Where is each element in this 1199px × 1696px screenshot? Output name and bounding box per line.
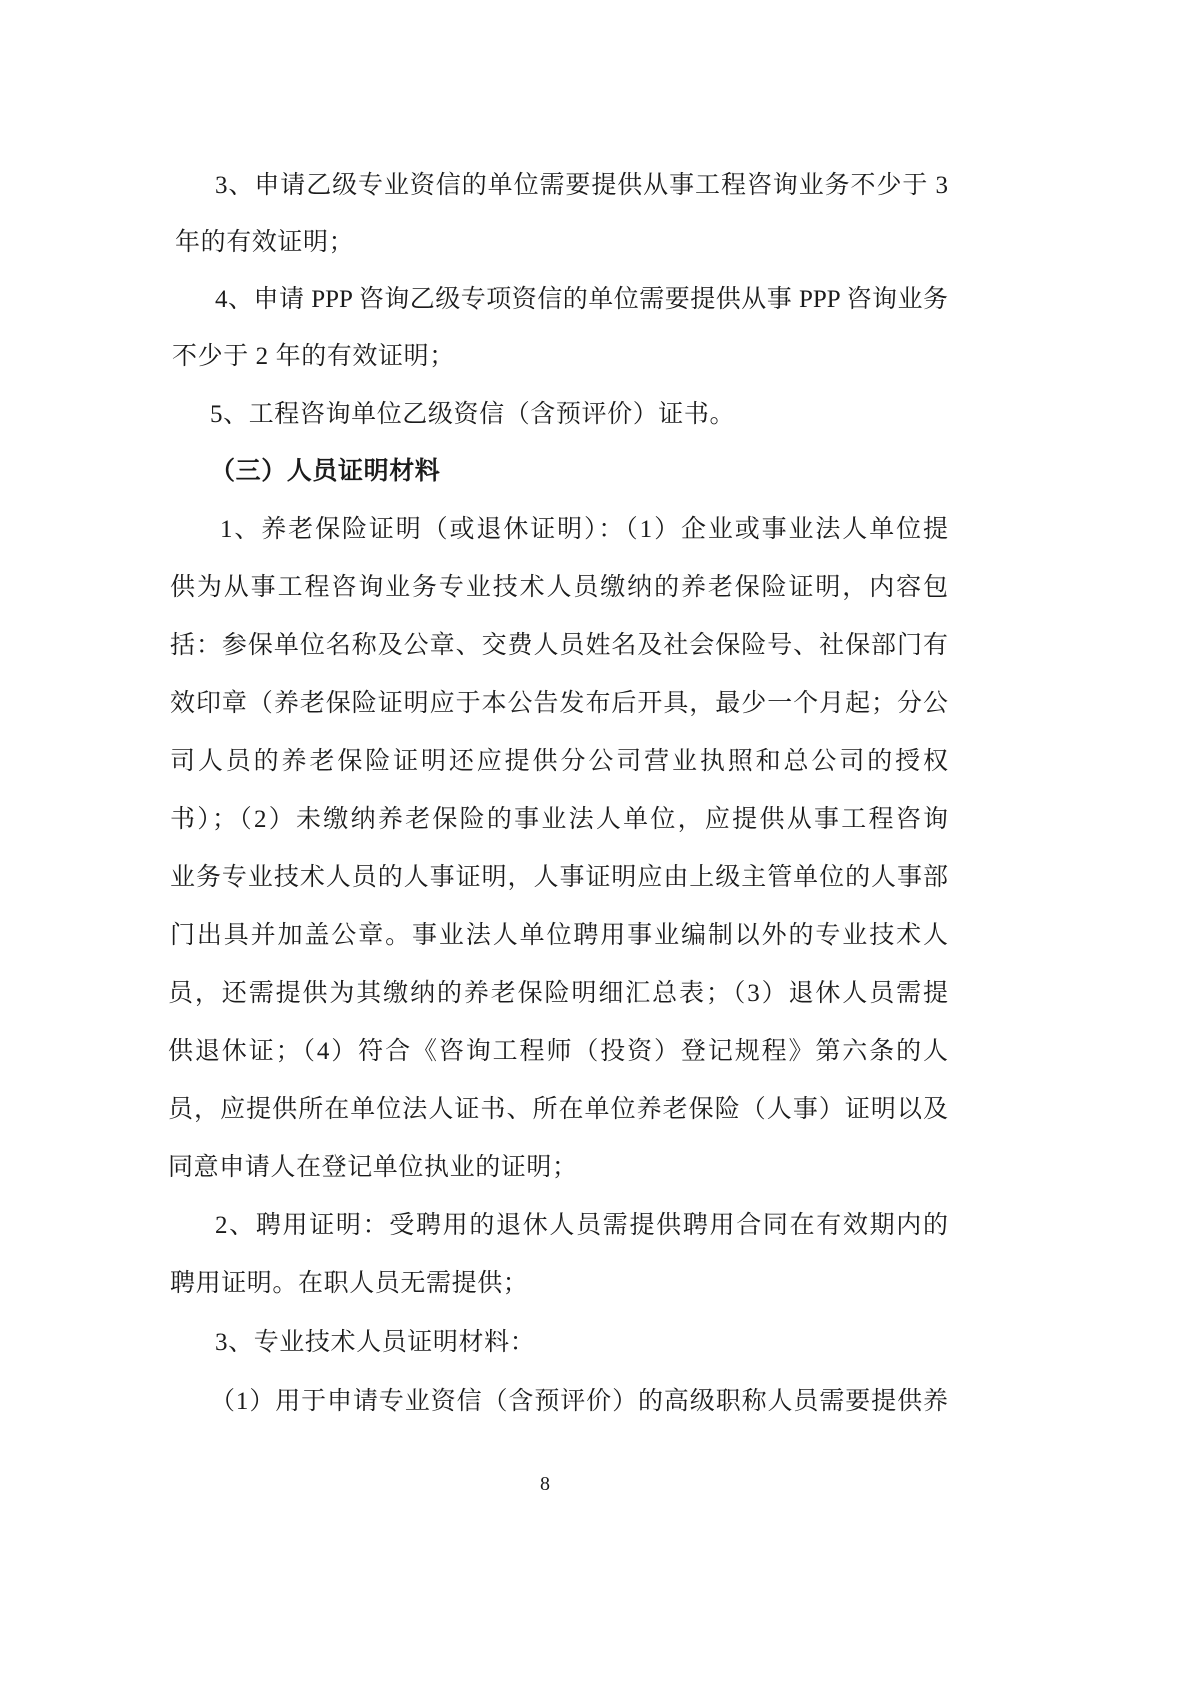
- text-line: 括：参保单位名称及公章、交费人员姓名及社会保险号、社保部门有: [170, 632, 948, 659]
- text-line: 业务专业技术人员的人事证明，人事证明应由上级主管单位的人事部: [170, 864, 948, 891]
- text-line: 供为从事工程咨询业务专业技术人员缴纳的养老保险证明，内容包: [170, 574, 948, 601]
- text-line: 同意申请人在登记单位执业的证明；: [168, 1154, 578, 1181]
- text-line: 聘用证明。在职人员无需提供；: [170, 1270, 529, 1297]
- text-line: 4、申请 PPP 咨询乙级专项资信的单位需要提供从事 PPP 咨询业务: [215, 286, 948, 313]
- text-line: 不少于 2 年的有效证明；: [172, 343, 455, 370]
- text-line: 门出具并加盖公章。事业法人单位聘用事业编制以外的专业技术人: [170, 922, 948, 949]
- text-line: 3、申请乙级专业资信的单位需要提供从事工程咨询业务不少于 3: [215, 172, 948, 199]
- text-line: 2、聘用证明：受聘用的退休人员需提供聘用合同在有效期内的: [215, 1212, 948, 1239]
- text-line: 司人员的养老保险证明还应提供分公司营业执照和总公司的授权: [170, 748, 948, 775]
- text-line: 供退休证；（4）符合《咨询工程师（投资）登记规程》第六条的人: [168, 1038, 948, 1065]
- text-line: （1）用于申请专业资信（含预评价）的高级职称人员需要提供养: [210, 1388, 948, 1415]
- text-line: 效印章（养老保险证明应于本公告发布后开具，最少一个月起；分公: [170, 690, 948, 717]
- text-line: 书）；（2）未缴纳养老保险的事业法人单位，应提供从事工程咨询: [170, 806, 948, 833]
- section-heading: （三）人员证明材料: [210, 458, 441, 485]
- text-line: 3、专业技术人员证明材料：: [215, 1329, 536, 1356]
- text-line: 5、工程咨询单位乙级资信（含预评价）证书。: [210, 401, 736, 428]
- text-line: 年的有效证明；: [175, 229, 355, 256]
- text-line: 员，还需提供为其缴纳的养老保险明细汇总表；（3）退休人员需提: [168, 980, 948, 1007]
- text-line: 1、养老保险证明（或退休证明）：（1）企业或事业法人单位提: [220, 516, 948, 543]
- text-line: 员，应提供所在单位法人证书、所在单位养老保险（人事）证明以及: [168, 1096, 948, 1123]
- page-number: 8: [540, 1473, 550, 1495]
